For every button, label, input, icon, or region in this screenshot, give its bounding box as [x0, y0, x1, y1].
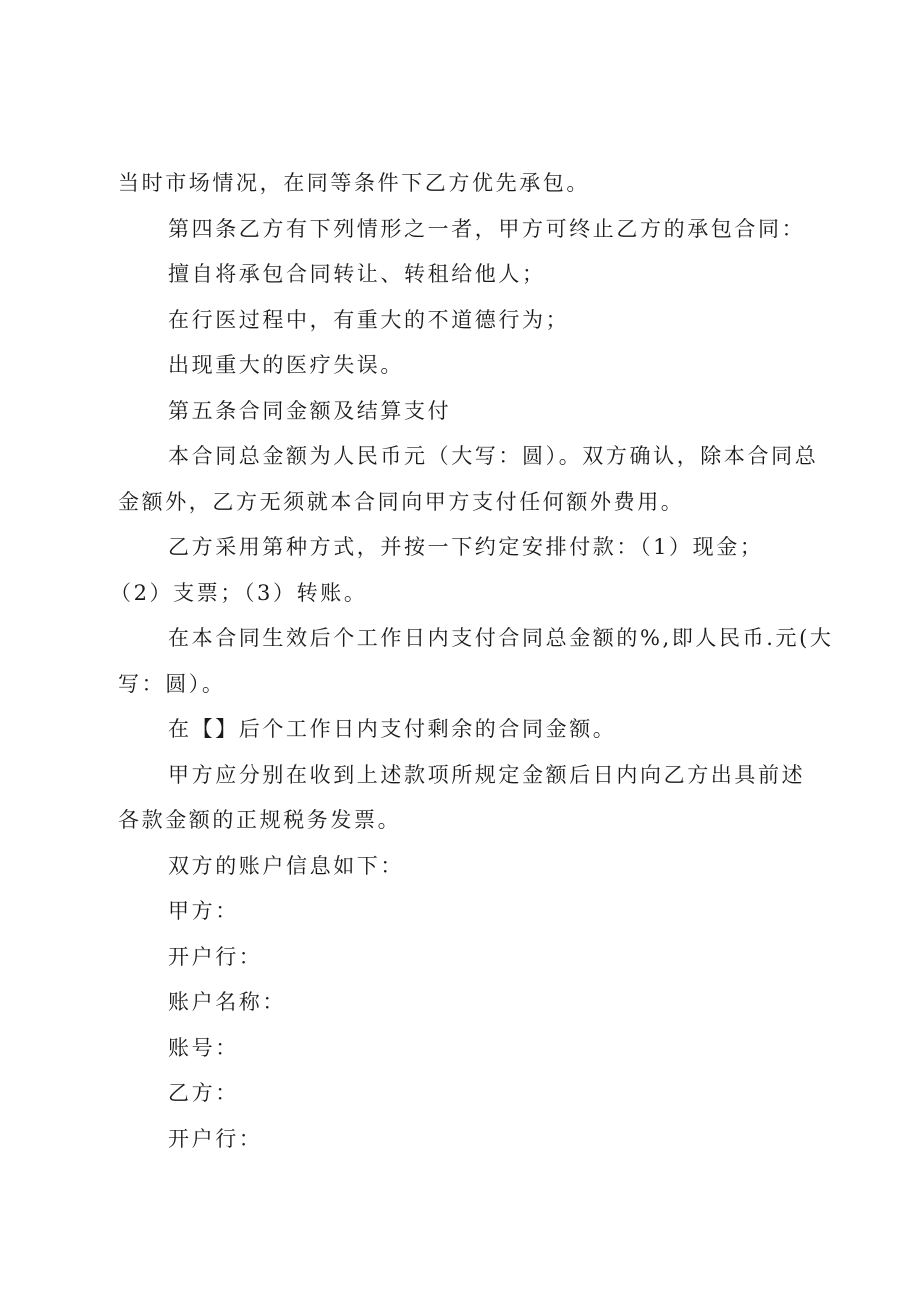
paragraph-account-info-heading: 双方的账户信息如下： — [168, 853, 404, 878]
paragraph-article-five-heading: 第五条合同金额及结算支付 — [168, 398, 452, 423]
paragraph-transfer-clause: 擅自将承包合同转让、转租给他人； — [168, 262, 546, 286]
paragraph-invoice-line2: 各款金额的正规税务发票。 — [118, 808, 402, 832]
paragraph-misconduct-clause: 在行医过程中，有重大的不道德行为； — [168, 307, 570, 332]
field-account-number: 账号： — [168, 1035, 239, 1060]
paragraph-remaining-payment: 在【】后个工作日内支付剩余的合同金额。 — [168, 717, 617, 741]
field-party-b-bank: 开户行： — [168, 1126, 263, 1151]
paragraph-first-payment-line2: 写：圆）。 — [118, 671, 226, 696]
paragraph-payment-method-line2: （2）支票；（3）转账。 — [110, 580, 368, 605]
paragraph-total-amount-line1: 本合同总金额为人民币元（大写：圆）。双方确认，除本合同总 — [168, 444, 819, 468]
paragraph-first-payment-line1: 在本合同生效后个工作日内支付合同总金额的%,即人民币.元(大 — [168, 626, 834, 650]
document-body — [110, 161, 834, 1162]
paragraph-market-conditions: 当时市场情况，在同等条件下乙方优先承包。 — [118, 171, 590, 195]
field-party-a: 甲方： — [168, 899, 239, 923]
paragraph-total-amount-line2: 金额外，乙方无须就本合同向甲方支付任何额外费用。 — [118, 489, 685, 514]
paragraph-invoice-line1: 甲方应分别在收到上述款项所规定金额后日内向乙方出具前述 — [168, 762, 806, 787]
paragraph-article-four: 第四条乙方有下列情形之一者，甲方可终止乙方的承包合同： — [168, 216, 806, 241]
field-party-a-bank: 开户行： — [168, 944, 263, 969]
paragraph-payment-method-line1: 乙方采用第种方式，并按一下约定安排付款：（1）现金； — [168, 535, 764, 559]
field-party-b: 乙方： — [168, 1081, 239, 1105]
field-account-name: 账户名称： — [168, 990, 286, 1014]
paragraph-malpractice-clause: 出现重大的医疗失误。 — [168, 353, 404, 377]
